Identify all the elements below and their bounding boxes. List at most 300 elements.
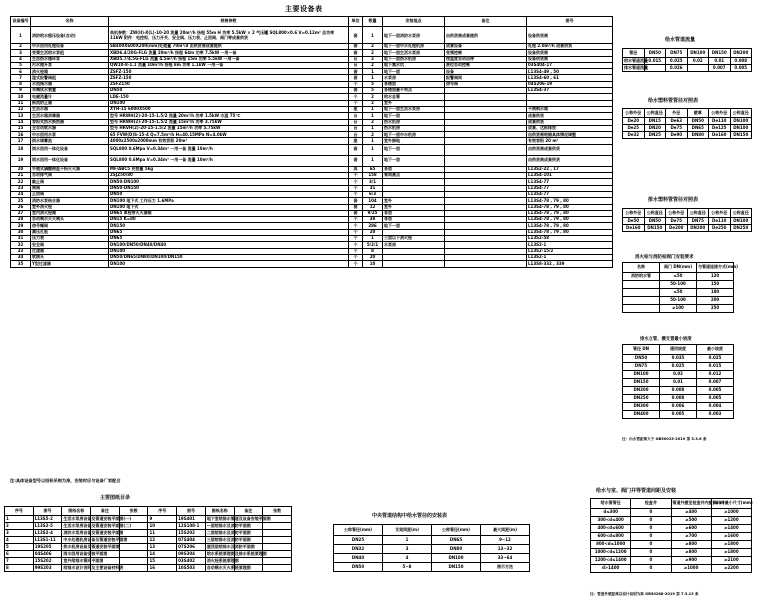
main-table-cell-spec: DN15 K=80 bbox=[109, 217, 349, 223]
table-row bbox=[334, 545, 530, 554]
main-table-cell-qty: 1 bbox=[363, 106, 383, 112]
top-right-table-header-cell: DN150 bbox=[709, 49, 731, 58]
main-table-cell-qty: 12 bbox=[363, 204, 383, 210]
main-table-cell-qty: 20 bbox=[363, 229, 383, 235]
drain-table-title: 排水塑料管管径对照表 bbox=[648, 197, 699, 203]
bottom-right-table-header bbox=[591, 499, 752, 509]
slope-table-cell: DN300 bbox=[623, 403, 660, 411]
main-table-cell-spec: DN50-DN150 bbox=[109, 185, 349, 191]
bottom-right-table-cell: ≥600 bbox=[671, 525, 711, 533]
fire-table-cell bbox=[623, 297, 660, 305]
bottom-right-table-cell: 300<d≤400 bbox=[591, 517, 631, 525]
main-table-cell-loc: 给水总管 bbox=[383, 94, 445, 100]
pipe-conversion-table bbox=[622, 108, 752, 139]
drain-conversion-table bbox=[622, 208, 752, 232]
top-right-table-header-cell: DN100 bbox=[687, 49, 709, 58]
main-table-cell-no: 25 bbox=[11, 198, 31, 204]
main-table-cell-unit: 个 bbox=[349, 81, 363, 87]
fire-table-cell: ≥100 bbox=[660, 305, 697, 313]
main-table-cell-remark: 由供货商成套提供 bbox=[445, 27, 527, 44]
main-table-cell-qty: 1 bbox=[363, 144, 383, 155]
main-table-cell-spec: QW10-8-1.1 流量 10m³/h 扬程 8m 功率 1.1kW 一用一备 bbox=[109, 62, 349, 68]
main-table-cell-loc: 水泵房 bbox=[383, 242, 445, 248]
drawing-list-cell: 10S503 bbox=[177, 565, 206, 572]
top-right-table-header-cell: DN75 bbox=[666, 49, 688, 58]
main-table-cell-no: 9 bbox=[11, 88, 31, 94]
bottom-right-table-cell: ≥1200 bbox=[711, 517, 751, 525]
main-table-cell-qty: 3/1 bbox=[363, 179, 383, 185]
drawing-list-cell: L13S1-11 bbox=[33, 537, 62, 544]
table-row bbox=[591, 565, 752, 573]
main-table-header-cell: 设备编号 bbox=[11, 17, 31, 27]
slope-table-cell: DN200 bbox=[623, 387, 660, 395]
main-table-cell-spec: DN100/DN50/DN40/DN40 bbox=[109, 242, 349, 248]
table-row bbox=[11, 261, 613, 267]
pipe-table-cell: De90 bbox=[666, 132, 688, 139]
slope-table-cell: 0.025 bbox=[660, 363, 697, 371]
main-table-cell-drawing: L13S4-78 , 79 , 80 bbox=[527, 198, 613, 204]
main-table-cell-no: 34 bbox=[11, 254, 31, 260]
drain-table-header-cell: 公称外径 bbox=[709, 209, 731, 218]
main-table-header-cell: 安装地点 bbox=[383, 17, 445, 27]
main-table-cell-drawing: L13S4-78 , 79 , 80 bbox=[527, 204, 613, 210]
main-table-cell-name: 室内消火栓箱 bbox=[31, 210, 109, 216]
bottom-right-table-cell: ≥1000 bbox=[671, 565, 711, 573]
main-table-cell-name: 压力表 bbox=[31, 236, 109, 242]
pipe-table-cell: DN65 bbox=[687, 125, 709, 132]
main-table-cell-qty: 1 bbox=[363, 113, 383, 119]
main-table-cell-loc: 热水机房 bbox=[383, 125, 445, 131]
main-table-cell-unit: 套 bbox=[349, 204, 363, 210]
top-right-table-cell: 0.007 bbox=[709, 65, 731, 72]
main-table-cell-name: 电磁流量计 bbox=[31, 94, 109, 100]
drawing-list-cell: 中水处理机房设备及管道安装平面图 bbox=[63, 536, 128, 542]
main-table-cell-unit: 套 bbox=[349, 155, 363, 166]
main-table-cell-name: 自动喷水灭火喷头 bbox=[31, 217, 109, 223]
main-table-cell-drawing: 设备供货商 bbox=[527, 50, 613, 56]
slope-table-title: 排水立管、横支管最小坡度 bbox=[640, 337, 692, 342]
slope-table-cell: 0.005 bbox=[697, 395, 734, 403]
main-table-cell-drawing: 由供货商根据具体情况调整 bbox=[527, 132, 613, 138]
drawing-list-cell bbox=[263, 558, 292, 565]
drawing-list-cell: 1 bbox=[5, 516, 34, 523]
main-table-cell-name: 水流指示器 bbox=[31, 81, 109, 87]
table-row bbox=[623, 305, 734, 313]
bottom-right-table-cell: 0 bbox=[631, 549, 671, 557]
main-table-cell-spec: DN50 bbox=[109, 88, 349, 94]
fire-table-cell: ≤50 bbox=[660, 289, 697, 297]
pipe-table-cell: DN100 bbox=[730, 118, 752, 125]
main-table-cell-unit: 个 bbox=[349, 261, 363, 267]
main-table-cell-unit: 个 bbox=[349, 173, 363, 179]
main-table-cell-unit: 个 bbox=[349, 254, 363, 260]
drawing-list-cell: 13 bbox=[148, 544, 177, 551]
main-table-cell-name: Y型过滤器 bbox=[31, 261, 109, 267]
pipe-table-cell: De20 bbox=[623, 118, 645, 125]
pipe-table-cell: De32 bbox=[623, 132, 645, 139]
main-table-cell-unit: 套 bbox=[349, 44, 363, 50]
main-table-cell-drawing: 设备供货商 bbox=[527, 27, 613, 44]
spacing-table-cell: 4 bbox=[383, 554, 432, 563]
main-table-cell-unit: 座 bbox=[349, 138, 363, 144]
drawing-list-cell: 14 bbox=[148, 551, 177, 558]
drain-table-header bbox=[623, 209, 752, 218]
bottom-right-table-cell: ≥1600 bbox=[711, 533, 751, 541]
bottom-right-table-cell: 0 bbox=[631, 541, 671, 549]
drawing-list-cell: 10 bbox=[148, 523, 177, 530]
spacing-table-cell: 13~32 bbox=[481, 545, 530, 554]
drawing-list-cell: 2 bbox=[5, 523, 34, 530]
fire-table-cell: 180 bbox=[697, 289, 734, 297]
drain-table-cell: DN250 bbox=[730, 225, 752, 232]
main-table-cell-name: 湿式报警阀组 bbox=[31, 75, 109, 81]
bottom-right-table-cell: ≥400 bbox=[671, 509, 711, 517]
bottom-right-table-cell: d≤300 bbox=[591, 509, 631, 517]
main-table-cell-spec: 单机参数：ZW(II)-X(L)-10-20 流量 20m³/h 扬程 55m H 功率 5.5kW × 2 气压罐 SQL800×0.6 V=0.12m³ 总功率 11kW 附件：电控柜、压力开关、安全阀、压力表、止回阀、阀门等成套供货 bbox=[109, 27, 349, 44]
main-table-cell-unit: 个 bbox=[349, 248, 363, 254]
main-table-cell-no: 5 bbox=[11, 62, 31, 68]
main-table-cell-qty: 65 bbox=[363, 166, 383, 172]
main-table-cell-no: 6 bbox=[11, 69, 31, 75]
bottom-right-table-cell: 800<d≤1000 bbox=[591, 541, 631, 549]
drawing-list-cell: 雨水回用设备安装平面图 bbox=[63, 550, 108, 556]
slope-table-cell: DN150 bbox=[623, 379, 660, 387]
main-table-cell-drawing: L13S4-78 , 79 , 80 bbox=[527, 217, 613, 223]
top-right-table-cell: 0.026 bbox=[666, 65, 688, 72]
main-table-header-cell: 名称 bbox=[31, 17, 109, 27]
top-right-table-cell: 0.025 bbox=[666, 58, 688, 65]
main-table-cell-loc: 地下一层 bbox=[383, 155, 445, 166]
fire-table-cell: 150 bbox=[697, 281, 734, 289]
main-table-cell-no: 16 bbox=[11, 132, 31, 138]
drain-table-cell: De50 bbox=[623, 218, 645, 225]
drawing-list-cell: 一层给排水及消防平面图 bbox=[206, 522, 251, 528]
drawing-list-cell: 自动喷水灭火系统原理图 bbox=[206, 564, 251, 570]
table-row bbox=[591, 509, 752, 517]
main-table-cell-drawing: L13S4-78 , 79 , 80 bbox=[527, 210, 613, 216]
top-right-table-cell bbox=[687, 65, 709, 72]
manhole-table-footer: 注：管道外壁距离以设计说明为准 GB50268-2019 第 7.3.13 条 bbox=[590, 592, 699, 596]
table-row bbox=[5, 516, 292, 523]
main-table-cell-name: 变频生活给水泵组 bbox=[31, 50, 109, 56]
pipe-table-cell: De110 bbox=[709, 118, 731, 125]
main-table-cell-qty: 104 bbox=[363, 198, 383, 204]
drain-table-cell: DN150 bbox=[644, 225, 666, 232]
main-table-cell-spec: SQL800 0.6Mpa V=0.34m³ 一用一备 流量 10m³/h bbox=[109, 144, 349, 155]
main-table-cell-spec: DN100 bbox=[109, 248, 349, 254]
main-table-cell-remark: 液位自动控制 bbox=[445, 62, 527, 68]
drawing-list-cell: 99S203 bbox=[33, 565, 62, 572]
spacing-table-cell: DN65 bbox=[432, 536, 481, 545]
fire-table-header-cell: 阀门 DN(mm) bbox=[660, 263, 697, 273]
fire-table-cell bbox=[623, 281, 660, 289]
top-right-table-header-cell: 管径 bbox=[623, 49, 645, 58]
drawing-list-cell: 16 bbox=[148, 565, 177, 572]
main-table-cell-name: 中水回用水泵 bbox=[31, 132, 109, 138]
drawing-list-header-cell: 图纸名称 bbox=[62, 507, 91, 516]
top-right-table-header-cell: DN200 bbox=[730, 49, 752, 58]
main-table-cell-qty: 20 bbox=[363, 254, 383, 260]
main-table-cell-unit: 个 bbox=[349, 217, 363, 223]
bottom-right-table-cell: 0 bbox=[631, 533, 671, 541]
spacing-table-header-cell: 最大间距(m) bbox=[481, 525, 530, 536]
spacing-table-header-cell: 公称管径(mm) bbox=[432, 525, 481, 536]
main-table-cell-loc: 管网高点 bbox=[383, 173, 445, 179]
main-table-cell-name: 减压孔板 bbox=[31, 229, 109, 235]
slope-table-cell: 0.008 bbox=[660, 395, 697, 403]
spacing-table-cell: DN50 bbox=[334, 563, 383, 572]
main-table-cell-name: 消火栓箱 bbox=[31, 69, 109, 75]
fire-table-cell: 200 bbox=[697, 297, 734, 305]
drain-table-header-cell: 公称外径 bbox=[623, 209, 645, 218]
fire-table-cell bbox=[623, 289, 660, 297]
main-table-cell-drawing: L13S4-78 , 79 , 80 bbox=[527, 229, 613, 235]
table-row bbox=[591, 533, 752, 541]
main-table-cell-loc: 地下集水坑 bbox=[383, 62, 445, 68]
slope-table-header-cell: 最小坡度 bbox=[697, 345, 734, 355]
manhole-spacing-table bbox=[590, 498, 752, 573]
main-table-cell-qty: 1 bbox=[363, 138, 383, 144]
main-table-cell-loc: 室外 bbox=[383, 100, 445, 106]
spacing-table-header-cell: 支架间距(m) bbox=[383, 525, 432, 536]
drawing-list-cell: 生活水泵房设备及管道安装平面图(二) bbox=[63, 522, 132, 528]
drawing-list-cell: 给排水设计说明及主要设备材料表 bbox=[63, 564, 124, 570]
top-right-table-cell: 0.008 bbox=[730, 58, 752, 65]
main-table-cell-loc: 室外 bbox=[383, 204, 445, 210]
main-table-cell-no: 7 bbox=[11, 75, 31, 81]
main-table-cell-spec: SB400X600X200(mm)处理量 70m³/d 由供货商成套提供 bbox=[109, 44, 349, 50]
drawing-list-cell: 15S202 bbox=[177, 530, 206, 537]
main-table-cell-unit: 套 bbox=[349, 210, 363, 216]
main-table-cell-qty: 1 bbox=[363, 69, 383, 75]
drawing-list-cell: 消防水泵房设备及管道安装平面图 bbox=[63, 529, 124, 535]
main-table-cell-remark: 变频控制 bbox=[445, 50, 527, 56]
main-table-cell-unit: 个 bbox=[349, 229, 363, 235]
spacing-table-cell: DN100 bbox=[432, 554, 481, 563]
bottom-right-table-cell: ≥900 bbox=[671, 557, 711, 565]
bottom-right-table-header-cell: 给水管管径 bbox=[591, 499, 631, 509]
main-table-header-cell: 规格参数 bbox=[109, 17, 349, 27]
main-table-cell-no: 22 bbox=[11, 179, 31, 185]
spacing-table-cell: DN80 bbox=[432, 545, 481, 554]
main-table-cell-no: 20 bbox=[11, 166, 31, 172]
bottom-right-table-cell: 0 bbox=[631, 525, 671, 533]
main-table-cell-loc: 地下一层生活水泵房 bbox=[383, 106, 445, 112]
pipe-table-cell: DN15 bbox=[644, 118, 666, 125]
drawing-list-cell: 9 bbox=[148, 516, 177, 523]
table-row bbox=[5, 551, 292, 558]
drawing-list-cell: 12S108-1 bbox=[177, 523, 206, 530]
main-table-cell-drawing: 成套、达标排放 bbox=[527, 125, 613, 131]
main-table-cell-unit: 套 bbox=[349, 144, 363, 155]
main-table-cell-qty: 5 bbox=[363, 88, 383, 94]
slope-table-cell: 0.004 bbox=[697, 403, 734, 411]
main-table-cell-spec: DN50 bbox=[109, 191, 349, 197]
main-table-cell-no: 17 bbox=[11, 138, 31, 144]
drawing-list-cell: 6 bbox=[5, 551, 34, 558]
main-table-cell-no: 30 bbox=[11, 229, 31, 235]
pipe-table-cell: DN20 bbox=[644, 125, 666, 132]
pipe-table-cell: De160 bbox=[709, 132, 731, 139]
slope-table-cell: DN75 bbox=[623, 363, 660, 371]
drain-table-cell: De250 bbox=[709, 225, 731, 232]
table-row bbox=[623, 363, 734, 371]
main-table-cell-unit: 套 bbox=[349, 198, 363, 204]
main-table-cell-no: 26 bbox=[11, 204, 31, 210]
main-table-cell-name: 安全阀 bbox=[31, 242, 109, 248]
drawing-list-cell: L13S5-2 bbox=[33, 516, 62, 523]
pipe-table-header-cell: 公称直径 bbox=[730, 109, 752, 118]
main-table-cell-name: 生活水箱 bbox=[31, 106, 109, 112]
main-table-cell-remark: 信号阀 bbox=[445, 81, 527, 87]
table-row bbox=[591, 541, 752, 549]
drawing-list-cell: 04S406 bbox=[33, 551, 62, 558]
top-right-table-cell: 0.02 bbox=[687, 58, 709, 65]
main-table-cell-loc: 水泵房 bbox=[383, 75, 445, 81]
drawing-list-cell: 室外给排水管网平面图 bbox=[63, 557, 104, 563]
slope-table-cell: 0.005 bbox=[660, 411, 697, 419]
main-table-cell-drawing: L13S4-49 , 50 bbox=[527, 69, 613, 75]
main-table-cell-spec: 4000x2500x2000mm 有效容积 20m³ bbox=[109, 138, 349, 144]
main-table-header-cell: 备注 bbox=[445, 17, 527, 27]
spacing-table-cell: DN25 bbox=[334, 536, 383, 545]
pipe-table-cell: De25 bbox=[623, 125, 645, 132]
drawing-list-cell: 3 bbox=[5, 530, 34, 537]
table-row bbox=[334, 563, 530, 572]
main-table-cell-spec: DN50/DN65/DN80/DN100/DN150 bbox=[109, 254, 349, 260]
main-table-cell-loc: 各层 bbox=[383, 217, 445, 223]
main-table-cell-name: 手提式磷酸铵盐干粉灭火器 bbox=[31, 166, 109, 172]
main-table-cell-drawing: L13S4-101 bbox=[527, 173, 613, 179]
main-table-cell-drawing: 成套供货 bbox=[527, 113, 613, 119]
main-table-cell-qty: 5 bbox=[363, 81, 383, 87]
main-table-cell-no: 3 bbox=[11, 50, 31, 56]
main-table-cell-unit: 套 bbox=[349, 88, 363, 94]
slope-table-cell: 0.035 bbox=[660, 355, 697, 363]
main-table-cell-name: 雨水回用一体化设备 bbox=[31, 144, 109, 155]
drawing-list-cell: 8 bbox=[5, 565, 34, 572]
main-table-cell-name: 截止阀 bbox=[31, 179, 109, 185]
main-table-cell-name: 过滤器 bbox=[31, 248, 109, 254]
spacing-table-cell: 1 bbox=[383, 536, 432, 545]
drawing-list-cell: 消火栓系统原理图 bbox=[206, 557, 239, 563]
slope-table-cell: 0.006 bbox=[660, 403, 697, 411]
main-table-cell-drawing: 04S206-19 bbox=[527, 81, 613, 87]
main-table-cell-no: 35 bbox=[11, 261, 31, 267]
main-table-cell-spec: 65 FVW(D)S-15-4 Q=7.5m³/h H=40.15MPa N=4.0kW bbox=[109, 132, 349, 138]
top-right-table-header-cell: DN50 bbox=[644, 49, 666, 58]
table-row bbox=[623, 281, 734, 289]
slope-table-cell: 0.007 bbox=[697, 379, 734, 387]
pipe-table-header bbox=[623, 109, 752, 118]
drawing-list-cell: 7 bbox=[5, 558, 34, 565]
drain-table-cell: De200 bbox=[666, 225, 688, 232]
table-row bbox=[334, 536, 530, 545]
main-table-cell-unit: 个 bbox=[349, 242, 363, 248]
main-table-cell-no: 4 bbox=[11, 56, 31, 62]
drawing-list-cell: 4 bbox=[5, 537, 34, 544]
table-row bbox=[623, 395, 734, 403]
drawing-list-table bbox=[4, 506, 292, 572]
drawing-list-cell bbox=[119, 544, 148, 551]
main-table-cell-loc: 各楼层最不利点 bbox=[383, 88, 445, 94]
table-row bbox=[623, 379, 734, 387]
fire-table-cell bbox=[623, 305, 660, 313]
main-table-cell-loc: 地下一层生活水泵房 bbox=[383, 50, 445, 56]
bottom-right-table-cell: 1200<d≤1400 bbox=[591, 557, 631, 565]
main-table-cell-drawing: 处理 2.0m³/h 成套供货 bbox=[527, 44, 613, 50]
top-right-table-cell: 排水管道流量 bbox=[624, 64, 648, 70]
main-table-cell-qty: 10 bbox=[363, 261, 383, 267]
main-table-cell-unit: 台 bbox=[349, 113, 363, 119]
main-table-cell-drawing: L13S2-1 bbox=[527, 254, 613, 260]
table-row bbox=[5, 537, 292, 544]
main-table-cell-loc: 热水机房 bbox=[383, 119, 445, 125]
fire-table-header-cell: 名称 bbox=[623, 263, 660, 273]
main-table-cell-qty: 286 bbox=[363, 223, 383, 229]
main-table-cell-loc: 地下一层消防水泵房 bbox=[383, 27, 445, 44]
main-table-cell-name: 软接头 bbox=[31, 254, 109, 260]
pipe-table-header-cell: 外径 bbox=[666, 109, 688, 118]
drawing-list-cell bbox=[119, 551, 148, 558]
slope-table-header-cell: 通用坡度 bbox=[660, 345, 697, 355]
table-row bbox=[623, 297, 734, 305]
main-table-cell-spec: LDE-150 bbox=[109, 94, 349, 100]
main-table-cell-spec: DN100 地下式 bbox=[109, 204, 349, 210]
drain-table-header-cell: 公称直径 bbox=[687, 209, 709, 218]
drawing-list-cell: 15S202 bbox=[33, 558, 62, 565]
bottom-right-table-cell: 600<d≤800 bbox=[591, 533, 631, 541]
bottom-right-table-cell: ≥1400 bbox=[711, 525, 751, 533]
main-table-header-cell: 单位 bbox=[349, 17, 363, 27]
drawing-list-cell bbox=[119, 558, 148, 565]
main-table-cell-unit: 套 bbox=[349, 50, 363, 56]
main-table-header bbox=[11, 17, 613, 27]
bottom-right-table-cell: ≥800 bbox=[671, 541, 711, 549]
main-table-cell-name: 生活热水循环泵 bbox=[31, 56, 109, 62]
main-table-cell-name: 末端试水装置 bbox=[31, 88, 109, 94]
pipe-table-cell: DN100 bbox=[730, 125, 752, 132]
main-table-cell-loc: 地下一层 bbox=[383, 144, 445, 155]
main-table-cell-unit: 台 bbox=[349, 125, 363, 131]
pipe-table-cell: De125 bbox=[709, 125, 731, 132]
main-table-cell-qty: 38 bbox=[363, 217, 383, 223]
bottom-right-table-cell: ≥1000 bbox=[711, 509, 751, 517]
main-table-cell-unit: 个 bbox=[349, 100, 363, 106]
main-table-cell-drawing: 设备供货商 bbox=[527, 56, 613, 62]
drawing-list-header-cell: 备注 bbox=[234, 507, 263, 516]
main-table-cell-name: 生活水箱消毒器 bbox=[31, 113, 109, 119]
pipe-table-cell: DN50 bbox=[687, 118, 709, 125]
main-table-cell-no: 29 bbox=[11, 223, 31, 229]
top-right-table-header bbox=[623, 49, 752, 58]
main-table-cell-qty: 8 bbox=[363, 248, 383, 254]
pipe-table-header-cell: 公称外径 bbox=[623, 109, 645, 118]
slope-table-cell: 0.015 bbox=[697, 363, 734, 371]
drawing-list-cell bbox=[263, 530, 292, 537]
bottom-right-table-cell: ≥1800 bbox=[711, 549, 751, 557]
table-row bbox=[623, 132, 752, 139]
main-table-cell-spec: MF/ABC5 充装量 5kg bbox=[109, 166, 349, 172]
main-table-header-cell: 图号 bbox=[527, 17, 613, 27]
bottom-right-table-cell: 0 bbox=[631, 509, 671, 517]
pipe-table-cell: DN80 bbox=[687, 132, 709, 139]
main-table-cell-spec: DN65 单栓带灭火器箱 bbox=[109, 210, 349, 216]
main-table-cell-no: 28 bbox=[11, 217, 31, 223]
main-table-cell-drawing: L13S8-332 , 339 bbox=[527, 261, 613, 267]
bottom-right-table-cell: 1000<d≤1200 bbox=[591, 549, 631, 557]
drawing-list-cell bbox=[263, 551, 292, 558]
